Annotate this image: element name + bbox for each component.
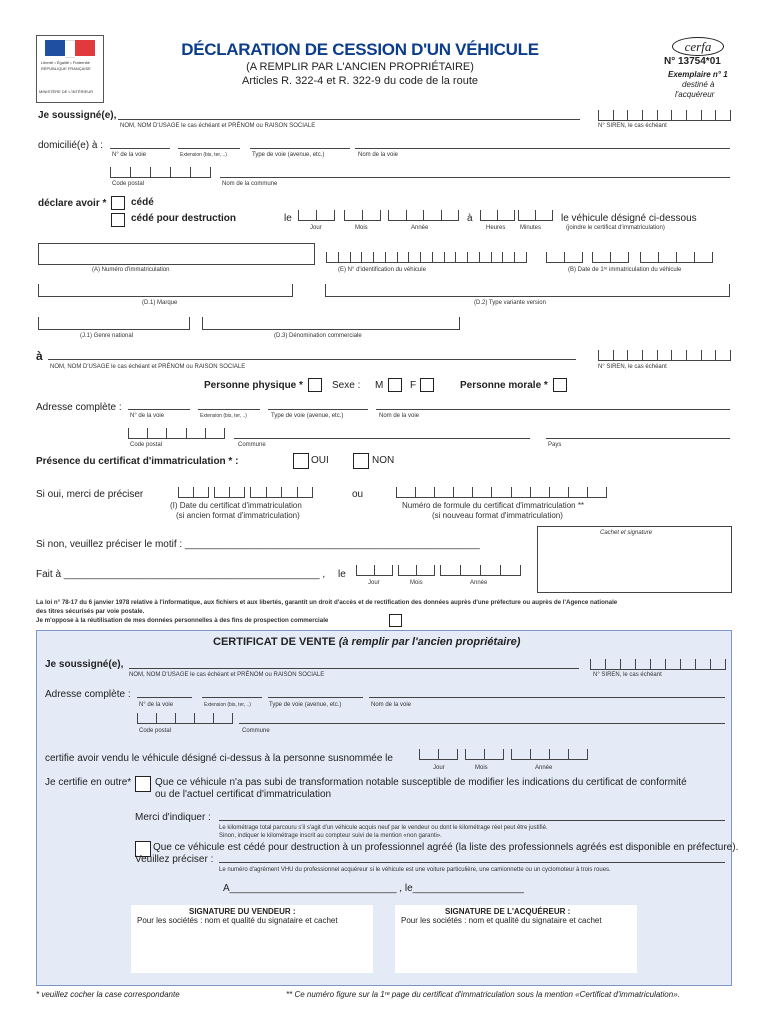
cert-date-jour-field[interactable] — [178, 487, 209, 498]
signature-vendeur-box[interactable] — [131, 905, 373, 973]
vente-adresse-label: Adresse complète : — [45, 689, 131, 700]
vin-hint: (E) N° d'identification du véhicule — [338, 267, 426, 273]
cede-checkbox[interactable] — [111, 196, 125, 210]
vente-title-text: CERTIFICAT DE VENTE — [213, 636, 336, 648]
cede-label: cédé — [131, 197, 154, 208]
denomination-hint: (D.3) Dénomination commerciale — [274, 333, 362, 339]
signature-acquereur-sub: Pour les sociétés : nom et qualité du signataire et cachet — [401, 916, 602, 925]
certificat-non-label: NON — [372, 455, 395, 466]
type-variante-hint: (D.2) Type variante version — [474, 300, 546, 306]
opposition-text: Je m'oppose à la réutilisation de mes données personnelles à des fins de prospection commerciale — [36, 617, 329, 624]
vente-commune-hint: Commune — [242, 728, 270, 734]
vente-siren-hint: N° SIREN, le cas échéant — [593, 672, 662, 678]
vente-siren-field[interactable] — [590, 659, 726, 670]
exemplaire-label: Exemplaire n° 1 — [668, 70, 728, 79]
fait-annee-field[interactable] — [440, 565, 521, 576]
buyer-code-postal-hint: Code postal — [130, 442, 163, 448]
vente-nom-voie-hint: Nom de la voie — [371, 702, 412, 708]
page-subtitle: (A REMPLIR PAR L'ANCIEN PROPRIÉTAIRE) — [246, 61, 474, 73]
marque-hint: (D.1) Marque — [142, 300, 178, 306]
vente-mois-hint: Mois — [475, 765, 488, 771]
personne-morale-label: Personne morale * — [460, 380, 548, 391]
vente-name-field[interactable] — [129, 668, 579, 669]
destine-label-1: destiné à — [682, 80, 715, 89]
footnote-checkbox: * veuillez cocher la case correspondante — [36, 990, 180, 999]
seller-voie-no-hint: N° de la voie — [112, 152, 147, 158]
page-title: DÉCLARATION DE CESSION D'UN VÉHICULE — [181, 40, 539, 59]
vente-certifie-text: certifie avoir vendu le véhicule désigné ci-dessus à la personne susnommée le — [45, 753, 393, 764]
logo-ministry: MINISTÈRE DE L'INTÉRIEUR — [39, 89, 94, 94]
vente-jour-field[interactable] — [419, 749, 458, 760]
buyer-type-voie-field[interactable] — [268, 409, 368, 410]
fait-a-field[interactable]: Fait à ______________________________________________ , — [36, 569, 326, 580]
vente-type-voie-field[interactable] — [268, 697, 363, 698]
buyer-pays-field[interactable] — [546, 438, 730, 439]
vente-type-voie-hint: Type de voie (avenue, etc.) — [269, 702, 342, 708]
genre-hint: (J.1) Genre national — [80, 333, 134, 339]
fait-le-label: le — [338, 569, 346, 580]
declare-minutes-hint: Minutes — [520, 225, 542, 231]
certificat-oui-label: OUI — [311, 455, 329, 466]
seller-code-postal-hint: Code postal — [112, 181, 145, 187]
numero-formule-hint-2: (si nouveau format d'immatriculation) — [432, 511, 563, 520]
logo-republique: RÉPUBLIQUE FRANÇAISE — [41, 66, 91, 71]
declare-minutes-field[interactable] — [518, 210, 553, 221]
sexe-m-checkbox[interactable] — [388, 378, 402, 392]
sexe-f-checkbox[interactable] — [420, 378, 434, 392]
vente-code-postal-field[interactable] — [137, 713, 233, 724]
si-oui-label: Si oui, merci de préciser — [36, 489, 144, 500]
declare-heures-field[interactable] — [480, 210, 515, 221]
presence-certificat-label: Présence du certificat d'immatriculation * : — [36, 456, 239, 467]
vente-mois-field[interactable] — [465, 749, 504, 760]
buyer-name-field[interactable] — [48, 359, 576, 360]
numero-formule-hint-1: Numéro de formule du certificat d'immatriculation ** — [402, 501, 585, 510]
flag-white-icon — [65, 40, 75, 58]
buyer-nom-voie-hint: Nom de la voie — [379, 413, 420, 419]
seller-nom-voie-field[interactable] — [355, 148, 730, 149]
seller-extension-field[interactable] — [178, 148, 240, 149]
first-immat-jour-field[interactable] — [546, 252, 583, 263]
seller-siren-field[interactable] — [598, 110, 731, 121]
vente-lieu-date-field[interactable]: A______________________________ , le____________________ — [223, 883, 524, 894]
seller-nom-voie-hint: Nom de la voie — [358, 152, 399, 158]
cert-date-hint-1: (I) Date du certificat d'immatriculation — [170, 501, 302, 510]
cachet-label: Cachet et signature — [600, 530, 653, 536]
seller-code-postal-field[interactable] — [110, 167, 211, 178]
vente-jour-hint: Jour — [433, 765, 445, 771]
seller-type-voie-hint: Type de voie (avenue, etc.) — [252, 152, 325, 158]
buyer-extension-hint: Extension (bis, ter, ..) — [200, 413, 247, 419]
declare-jour-hint: Jour — [310, 225, 322, 231]
cachet-signature-box[interactable] — [537, 526, 732, 593]
cert-date-annee-field[interactable] — [250, 487, 313, 498]
vente-certifie-outre-label: Je certifie en outre* — [45, 777, 132, 788]
declare-a-label: à — [467, 213, 473, 224]
vente-nom-voie-field[interactable] — [369, 697, 725, 698]
declare-label: déclare avoir * — [38, 198, 107, 209]
fait-mois-field[interactable] — [398, 565, 435, 576]
cert-date-hint-2: (si ancien format d'immatriculation) — [176, 511, 300, 520]
buyer-adresse-label: Adresse complète : — [36, 402, 122, 413]
type-variante-field[interactable] — [325, 296, 730, 297]
transformation-text-2: ou de l'actuel certificat d'immatriculation — [155, 789, 332, 800]
buyer-voie-no-field[interactable] — [128, 409, 190, 410]
declare-annee-field[interactable] — [388, 210, 459, 221]
flag-blue-icon — [45, 40, 65, 56]
declare-mois-hint: Mois — [355, 225, 368, 231]
fait-annee-hint: Année — [470, 580, 488, 586]
declare-vehicule-text: le véhicule désigné ci-dessous — [561, 213, 697, 224]
vente-title — [213, 636, 520, 648]
cerfa-number: N° 13754*01 — [664, 56, 721, 67]
buyer-commune-hint: Commune — [238, 442, 266, 448]
transformation-checkbox[interactable] — [135, 776, 151, 792]
vin-field[interactable] — [326, 252, 527, 263]
vente-code-postal-hint: Code postal — [139, 728, 172, 734]
personne-physique-label: Personne physique * — [204, 380, 303, 391]
cert-date-mois-field[interactable] — [214, 487, 245, 498]
buyer-a-label: à — [36, 349, 43, 363]
vente-soussigne-label: Je soussigné(e), — [45, 659, 124, 670]
cede-destruction-checkbox[interactable] — [111, 213, 125, 227]
agrement-vhu-field[interactable] — [219, 862, 725, 863]
seller-domicile-label: domicilié(e) à : — [38, 140, 104, 151]
sexe-label: Sexe : — [332, 380, 361, 391]
vente-commune-field[interactable] — [239, 723, 725, 724]
seller-siren-hint: N° SIREN, le cas échéant — [598, 123, 667, 129]
articles-reference: Articles R. 322-4 et R. 322-9 du code de la route — [241, 75, 479, 87]
destruction-text: Que ce véhicule est cédé pour destruction à un professionnel agréé (la liste des professionnels agréés est disponible en préfecture). — [153, 842, 739, 853]
declare-mois-field[interactable] — [344, 210, 381, 221]
buyer-voie-no-hint: N° de la voie — [130, 413, 165, 419]
vente-extension-hint: Extension (bis, ter, ..) — [204, 702, 251, 708]
logo-motto: Liberté • Égalité • Fraternité — [41, 60, 90, 65]
veuillez-preciser-label: Veuillez préciser : — [135, 854, 214, 865]
transformation-text-1: Que ce véhicule n'a pas subi de transformation notable susceptible de modifier les indications du certificat de conformité — [155, 777, 687, 788]
vente-voie-no-field[interactable] — [137, 697, 192, 698]
buyer-commune-field[interactable] — [234, 438, 530, 439]
seller-commune-field[interactable] — [220, 177, 730, 178]
sexe-m-label: M — [375, 380, 384, 391]
first-immat-annee-field[interactable] — [640, 252, 713, 263]
kilometrage-hint-1: Le kilométrage total parcouru s'il s'agit d'un véhicule acquis neuf par le vendeur ou dont le kilométrage réel peut être justifié. — [219, 825, 548, 831]
footnote-numero-formule: ** Ce numéro figure sur la 1ʳᵉ page du certificat d'immatriculation sous la mention «Certificat d'immatriculation». — [286, 990, 680, 999]
vente-title-sub: (à remplir par l'ancien propriétaire) — [338, 636, 521, 648]
signature-acquereur-box[interactable] — [395, 905, 637, 973]
si-non-motif-field[interactable]: Si non, veuillez préciser le motif : _____________________________________________________ — [36, 539, 480, 550]
seller-name-field[interactable] — [118, 119, 580, 120]
agrement-vhu-hint: Le numéro d'agrément VHU du professionnel acquéreur si le véhicule est une voiture particulière, une camionnette ou un cyclomoteur à trois roues. — [219, 867, 611, 873]
certificat-non-checkbox[interactable] — [353, 453, 369, 469]
merci-indiquer-label: Merci d'indiquer : — [135, 812, 211, 823]
buyer-type-voie-hint: Type de voie (avenue, etc.) — [271, 413, 344, 419]
opposition-checkbox[interactable] — [389, 614, 402, 627]
denomination-field[interactable] — [202, 329, 460, 330]
buyer-siren-field[interactable] — [598, 350, 731, 361]
vente-annee-field[interactable] — [511, 749, 588, 760]
buyer-siren-hint: N° SIREN, le cas échéant — [598, 364, 667, 370]
cede-destruction-label: cédé pour destruction — [131, 213, 237, 224]
seller-commune-hint: Nom de la commune — [222, 181, 278, 187]
flag-red-icon — [75, 40, 95, 56]
signature-vendeur-title: SIGNATURE DU VENDEUR : — [189, 907, 296, 916]
numero-formule-field[interactable] — [396, 487, 607, 498]
buyer-extension-field[interactable] — [198, 409, 260, 410]
personne-physique-checkbox[interactable] — [308, 378, 322, 392]
signature-vendeur-sub: Pour les sociétés : nom et qualité du signataire et cachet — [137, 916, 338, 925]
genre-field[interactable] — [38, 329, 190, 330]
vente-annee-hint: Année — [535, 765, 553, 771]
immatriculation-field[interactable] — [38, 243, 315, 265]
seller-type-voie-field[interactable] — [250, 148, 350, 149]
ou-label: ou — [352, 489, 364, 500]
declare-heures-hint: Heures — [486, 225, 506, 231]
seller-extension-hint: Extension (bis, ter, ..) — [180, 152, 227, 158]
sexe-f-label: F — [410, 380, 417, 391]
first-immat-mois-field[interactable] — [592, 252, 629, 263]
signature-acquereur-title: SIGNATURE DE L'ACQUÉREUR : — [445, 907, 571, 916]
kilometrage-field[interactable] — [219, 820, 725, 821]
immatriculation-hint: (A) Numéro d'immatriculation — [92, 267, 170, 273]
declare-le-label: le — [284, 213, 292, 224]
loi-informatique-text-1: La loi n° 78-17 du 6 janvier 1978 relative à l'informatique, aux fichiers et aux libertés, garantit un droit d'accès et de rectification des données auprès d'une préfecture ou auprès de l'Agence nationale — [36, 599, 618, 606]
destine-label-2: l'acquéreur — [675, 90, 715, 99]
certificat-oui-checkbox[interactable] — [293, 453, 309, 469]
fait-jour-hint: Jour — [368, 580, 380, 586]
loi-informatique-text-2: des titres sécurisés par voie postale. — [36, 608, 145, 615]
republique-logo — [36, 35, 104, 103]
declare-joindre-text: (joindre le certificat d'immatriculation) — [566, 225, 665, 231]
marque-field[interactable] — [38, 296, 293, 297]
fait-jour-field[interactable] — [356, 565, 393, 576]
declare-annee-hint: Année — [411, 225, 429, 231]
seller-voie-no-field[interactable] — [110, 148, 170, 149]
buyer-code-postal-field[interactable] — [128, 428, 225, 439]
declare-jour-field[interactable] — [298, 210, 335, 221]
vente-voie-no-hint: N° de la voie — [139, 702, 174, 708]
certificat-vente-panel — [36, 630, 739, 986]
cerfa-logo: cerfa — [672, 37, 724, 56]
first-immat-hint: (B) Date de 1ʳᵉ immatriculation du véhicule — [568, 267, 682, 273]
vente-name-hint: NOM, NOM D'USAGE le cas échéant et PRÉNOM ou RAISON SOCIALE — [129, 672, 325, 678]
buyer-pays-hint: Pays — [548, 442, 562, 448]
kilometrage-hint-2: Sinon, indiquer le kilométrage inscrit au compteur suivi de la mention «non garanti». — [219, 833, 442, 839]
seller-soussigne-label: Je soussigné(e), — [38, 110, 117, 121]
buyer-name-hint: NOM, NOM D'USAGE le cas échéant et PRÉNOM ou RAISON SOCIALE — [50, 364, 246, 370]
fait-mois-hint: Mois — [410, 580, 423, 586]
personne-morale-checkbox[interactable] — [553, 378, 567, 392]
vente-extension-field[interactable] — [202, 697, 262, 698]
buyer-nom-voie-field[interactable] — [376, 409, 730, 410]
seller-name-hint: NOM, NOM D'USAGE le cas échéant et PRÉNOM ou RAISON SOCIALE — [120, 123, 316, 129]
